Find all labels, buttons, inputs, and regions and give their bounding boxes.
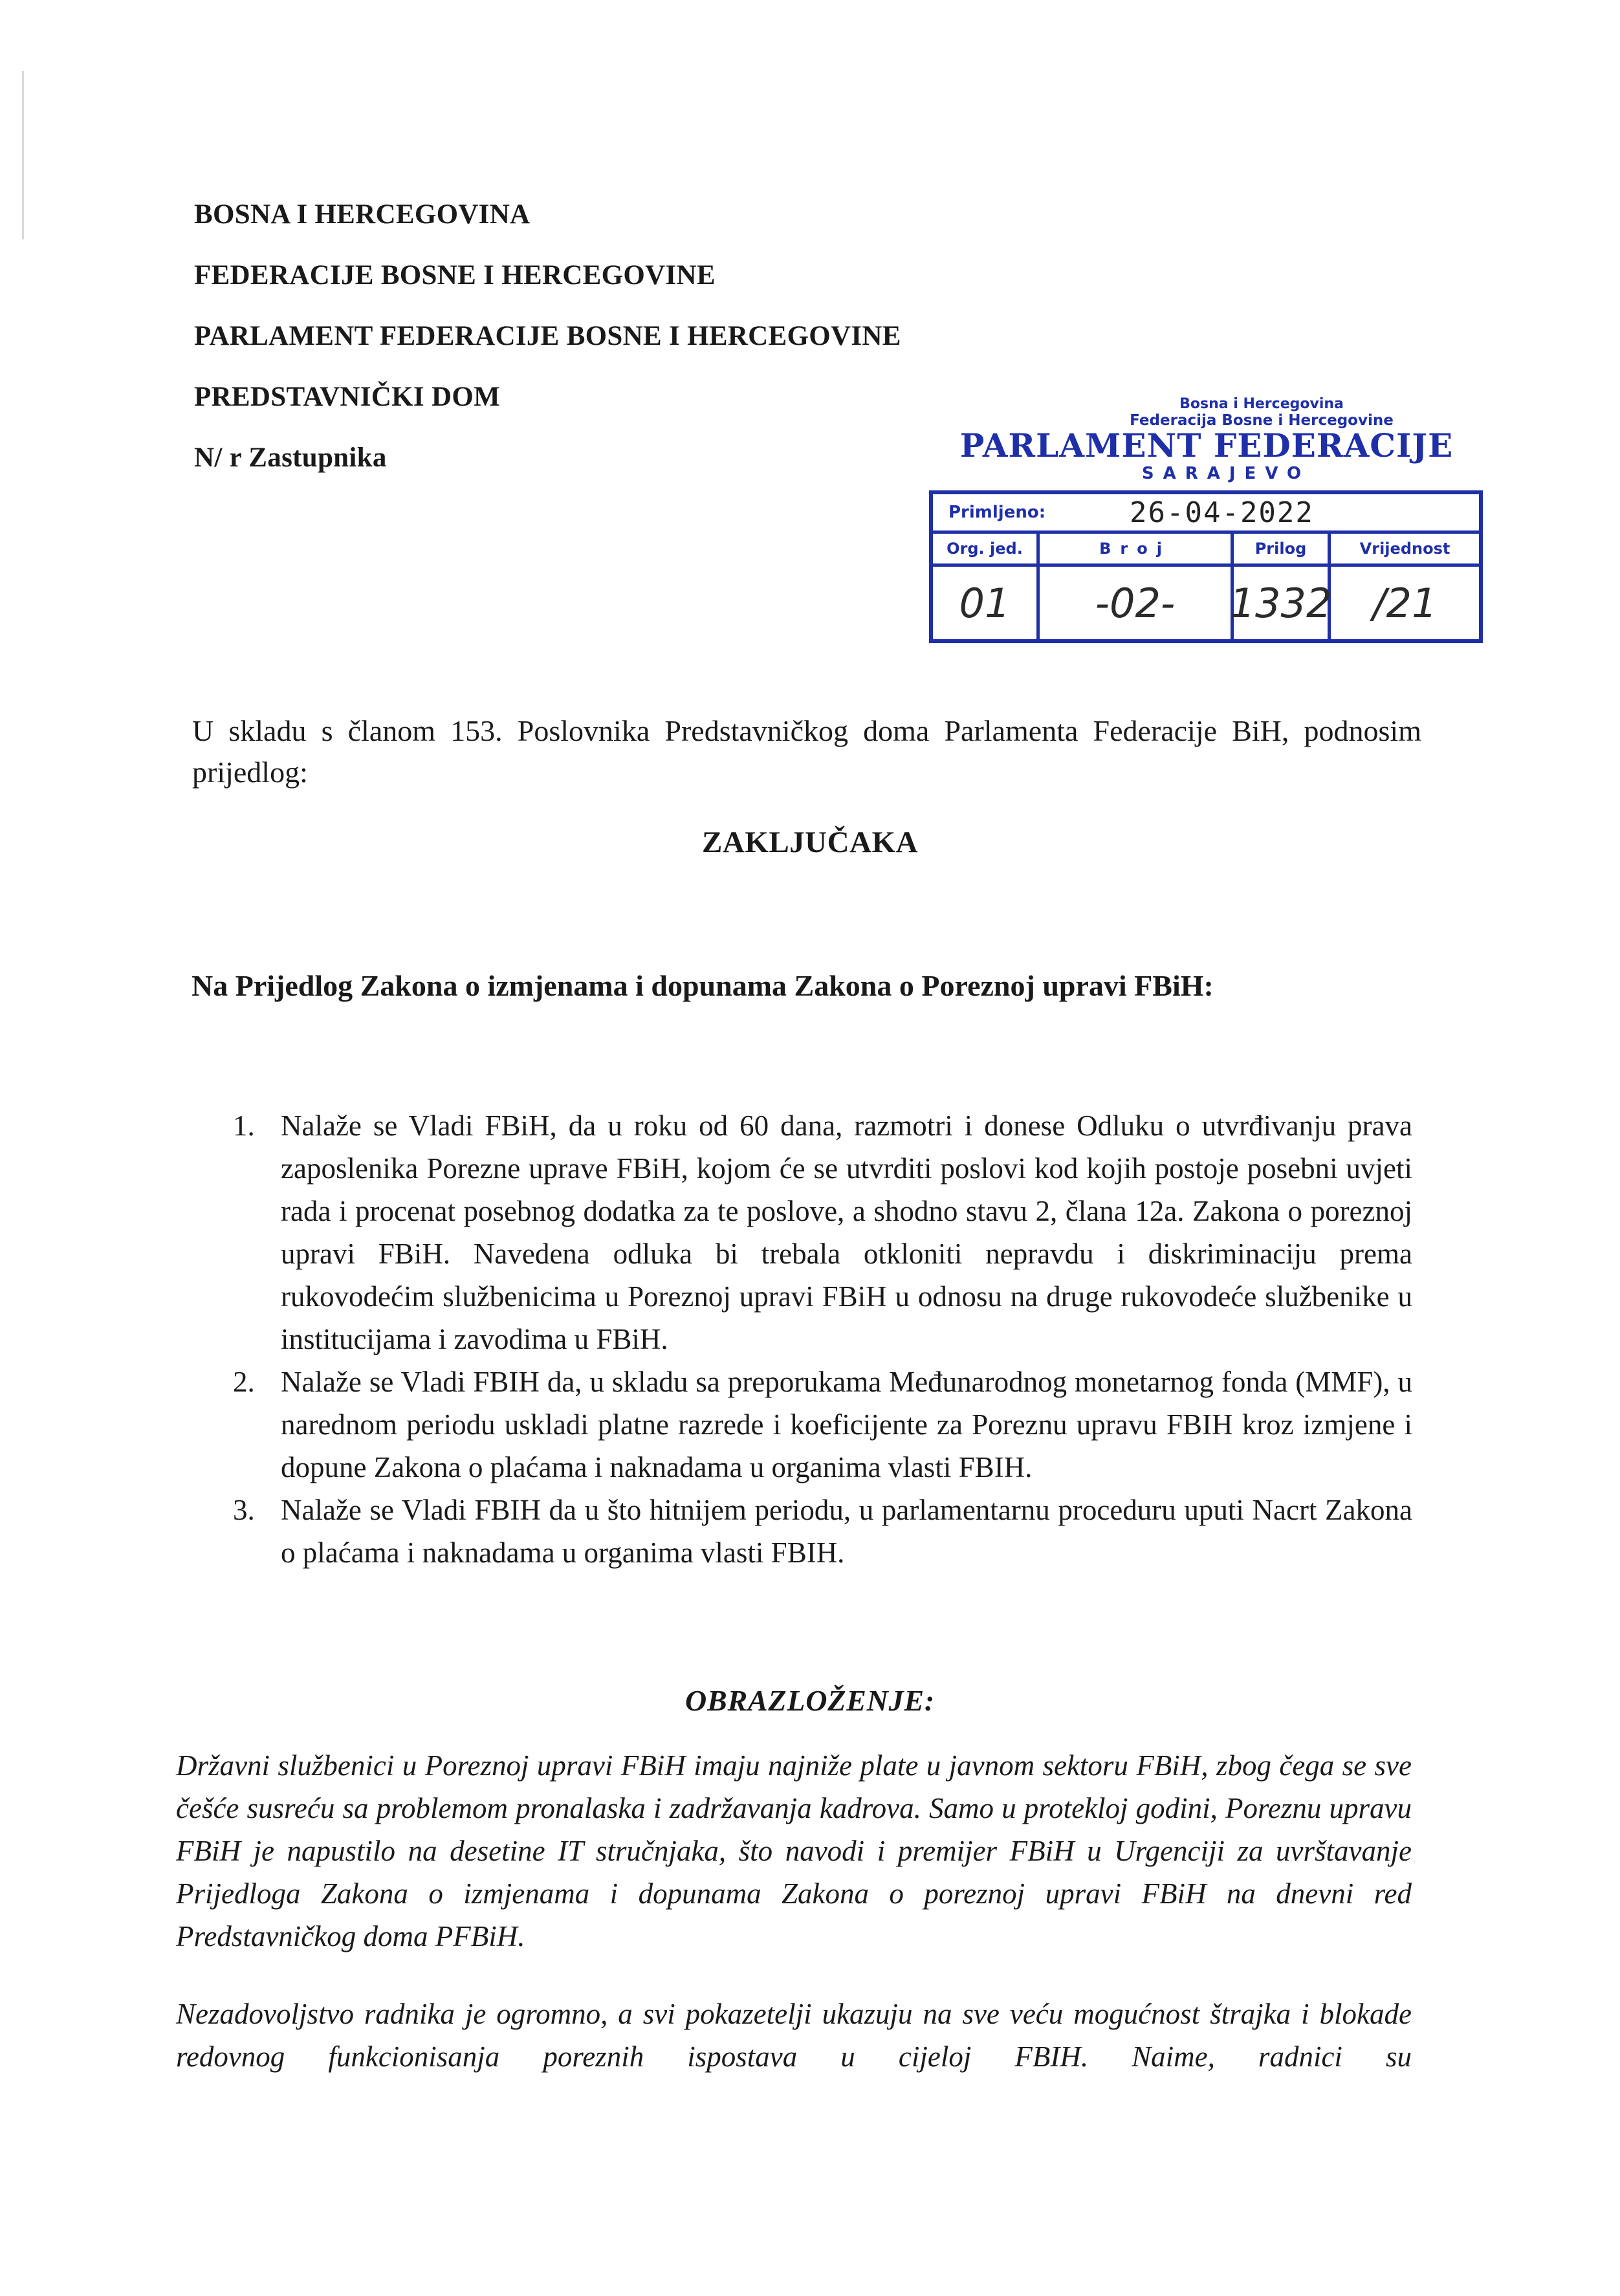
stamp-col-org: Org. jed. <box>933 534 1040 563</box>
stamp-header-row <box>933 534 1479 567</box>
header-line-country: BOSNA I HERCEGOVINA <box>194 199 531 230</box>
stamp-line-country: Bosna i Hercegovina <box>1179 396 1344 412</box>
header-line-federation: FEDERACIJE BOSNE I HERCEGOVINE <box>194 260 716 290</box>
header-line-house: PREDSTAVNIČKI DOM <box>194 382 500 412</box>
header-line-attention: N/ r Zastupnika <box>194 443 387 473</box>
stamp-received-row <box>933 494 1479 534</box>
stamp-val-vrijednost: /21 <box>1372 579 1438 627</box>
list-item <box>233 1104 1412 1361</box>
scan-edge-line <box>22 71 24 239</box>
document-title: ZAKLJUČAKA <box>701 825 919 859</box>
list-item <box>233 1361 1412 1489</box>
stamp-line-city: SARAJEVO <box>1141 464 1311 483</box>
stamp-col-prilog: Prilog <box>1234 534 1331 563</box>
list-item <box>233 1489 1412 1574</box>
addressee-header <box>194 184 901 488</box>
explanation-paragraph-2: Nezadovoljstvo radnika je ogromno, a svi pokazetelji ukazuju na sve veću mogućnost štrajka i blokade redovnog funkcionisanja poreznih ispostava u cijeloj FBIH. Naime, radnici su <box>176 1998 1412 2073</box>
stamp-val-prilog: 1332 <box>1234 567 1331 639</box>
stamp-val-broj: -02- <box>1040 567 1234 639</box>
received-stamp <box>925 396 1488 643</box>
stamp-line-federation: Federacija Bosne i Hercegovine <box>1130 412 1394 429</box>
list-item-text: Nalaže se Vladi FBIH da u što hitnijem periodu, u parlamentarnu proceduru uputi Nacrt Zakona o plaćama i naknadama u organima vlasti FBIH. <box>281 1494 1412 1569</box>
stamp-value-row <box>933 567 1479 639</box>
list-item-text: Nalaže se Vladi FBIH da, u skladu sa preporukama Međunarodnog monetarnog fonda (MMF), u narednom periodu uskladi platne razrede i koeficijente za Poreznu upravu FBIH kroz izmjene i dopune Zakona o plaćama i naknadama u organima vlasti FBIH. <box>281 1366 1412 1483</box>
header-line-parliament: PARLAMENT FEDERACIJE BOSNE I HERCEGOVINE <box>194 321 901 351</box>
stamp-col-broj: Broj <box>1040 534 1234 563</box>
explanation-title: OBRAZLOŽENJE: <box>684 1684 936 1717</box>
stamp-col-vrijednost: Vrijednost <box>1359 540 1450 558</box>
list-item-number: 3. <box>233 1494 255 1526</box>
conclusions-list <box>233 1104 1412 1574</box>
list-item-number: 1. <box>233 1110 255 1142</box>
stamp-val-org: 01 <box>933 567 1040 639</box>
explanation-paragraph-1: Državni službenici u Poreznoj upravi FBiH imaju najniže plate u javnom sektoru FBiH, zbog čega se sve češće susreću sa problemom pronalaska i zadržavanja kadrova. Samo u proteklој godini, Poreznu upravu FBiH je napustilo na desetine IT stručnjaka, što navodi i premijer FBiH u Urgenciji za uvrštavanje Prijedloga Zakona o izmjenama i dopunama Zakona o poreznoj upravi FBiH na dnevni red Predstavničkog doma PFBiH. <box>176 1749 1412 1952</box>
stamp-line-parliament: PARLAMENT FEDERACIJE <box>959 426 1454 465</box>
stamp-received-label: Primljeno: <box>948 503 1046 522</box>
stamp-received-date: 26-04-2022 <box>1130 496 1314 529</box>
list-item-number: 2. <box>233 1366 255 1398</box>
intro-paragraph: U skladu s članom 153. Poslovnika Predstavničkog doma Parlamenta Federacije BiH, podnosim prijedlog: <box>192 714 1421 789</box>
stamp-box <box>929 490 1483 643</box>
subject-line: Na Prijedlog Zakona o izmjenama i dopunama Zakona o Poreznoj upravi FBiH: <box>192 969 1214 1002</box>
list-item-text: Nalaže se Vladi FBiH, da u roku od 60 dana, razmotri i donese Odluku o utvrđivanju prava zaposlenika Porezne uprave FBiH, kojom će se utvrditi poslovi kod kojih postoje posebni uvjeti rada i procenat posebnog dodatka za te poslove, a shodno stavu 2, člana 12a. Zakona o poreznoj upravi FBiH. Navedena odluka bi trebala otkloniti nepravdu i diskriminaciju prema rukovodećim službenicima u Poreznoj upravi FBiH u odnosu na druge rukovodeće službenike u institucijama i zavodima u FBiH. <box>281 1110 1412 1355</box>
